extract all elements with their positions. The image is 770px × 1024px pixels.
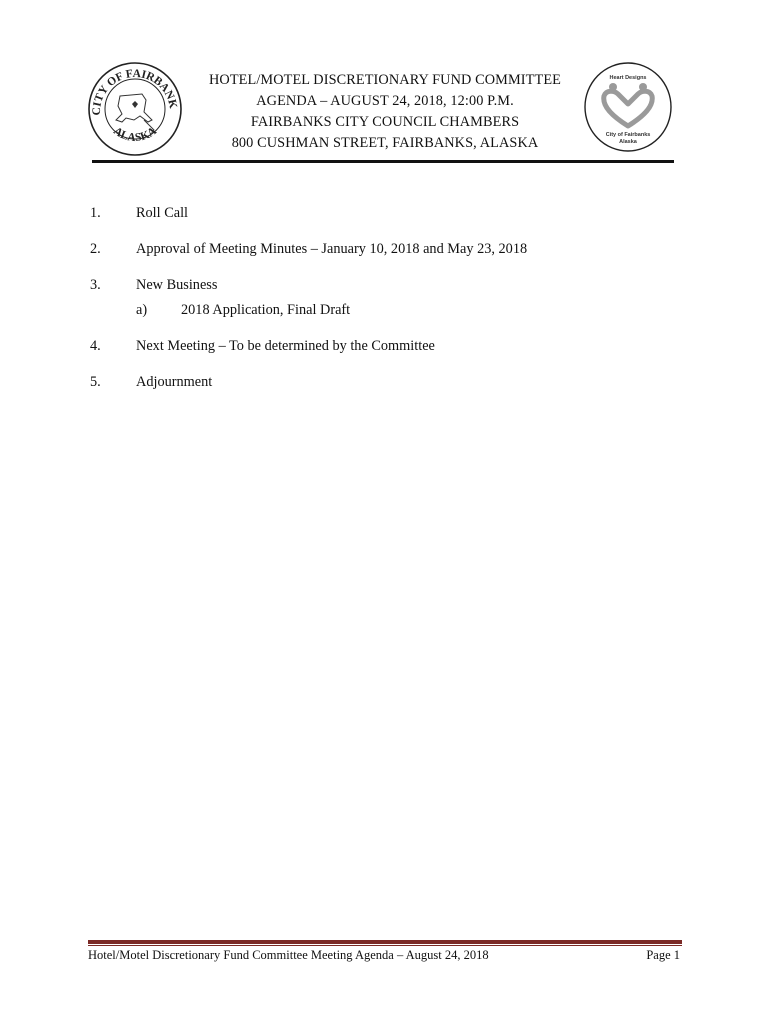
agenda-item-text: Approval of Meeting Minutes – January 10, 2018 and May 23, 2018 [136, 241, 528, 257]
header-title: HOTEL/MOTEL DISCRETIONARY FUND COMMITTEE [208, 72, 561, 88]
header-divider [92, 160, 674, 163]
agenda-item-number: 2. [90, 241, 101, 257]
agenda-subitem-text: 2018 Application, Final Draft [181, 302, 351, 318]
seal-top-text: CITY OF FAIRBANK [90, 67, 179, 116]
agenda-item-text: New Business [136, 277, 218, 293]
header-venue: FAIRBANKS CITY COUNCIL CHAMBERS [250, 114, 520, 130]
agenda-item-number: 3. [90, 277, 101, 293]
footer-divider-thin [88, 945, 682, 946]
logo-top-text: Heart Designs [609, 75, 647, 81]
footer-divider-thick [88, 940, 682, 944]
heart-people-logo-icon [582, 60, 674, 154]
agenda-item-text: Next Meeting – To be determined by the Committee [136, 338, 435, 354]
seal-bottom-text: ALASKA [111, 125, 159, 145]
city-seal-icon [86, 60, 184, 158]
logo-bottom-text-2: Alaska [619, 139, 637, 145]
document-header [180, 70, 590, 154]
header-agenda-date: AGENDA – AUGUST 24, 2018, 12:00 P.M. [256, 93, 514, 109]
footer-document-title: Hotel/Motel Discretionary Fund Committee Meeting Agenda – August 24, 2018 [88, 948, 489, 962]
agenda-item-text: Roll Call [136, 205, 189, 221]
agenda-item-number: 5. [90, 374, 101, 390]
footer-page-number: Page 1 [646, 948, 680, 962]
agenda-item-number: 4. [90, 338, 101, 354]
header-address: 800 CUSHMAN STREET, FAIRBANKS, ALASKA [231, 135, 539, 151]
agenda-subitem-number: a) [136, 302, 148, 318]
logo-bottom-text-1: City of Fairbanks [605, 132, 651, 138]
agenda-item-text: Adjournment [136, 374, 213, 390]
agenda-item-number: 1. [90, 205, 101, 221]
